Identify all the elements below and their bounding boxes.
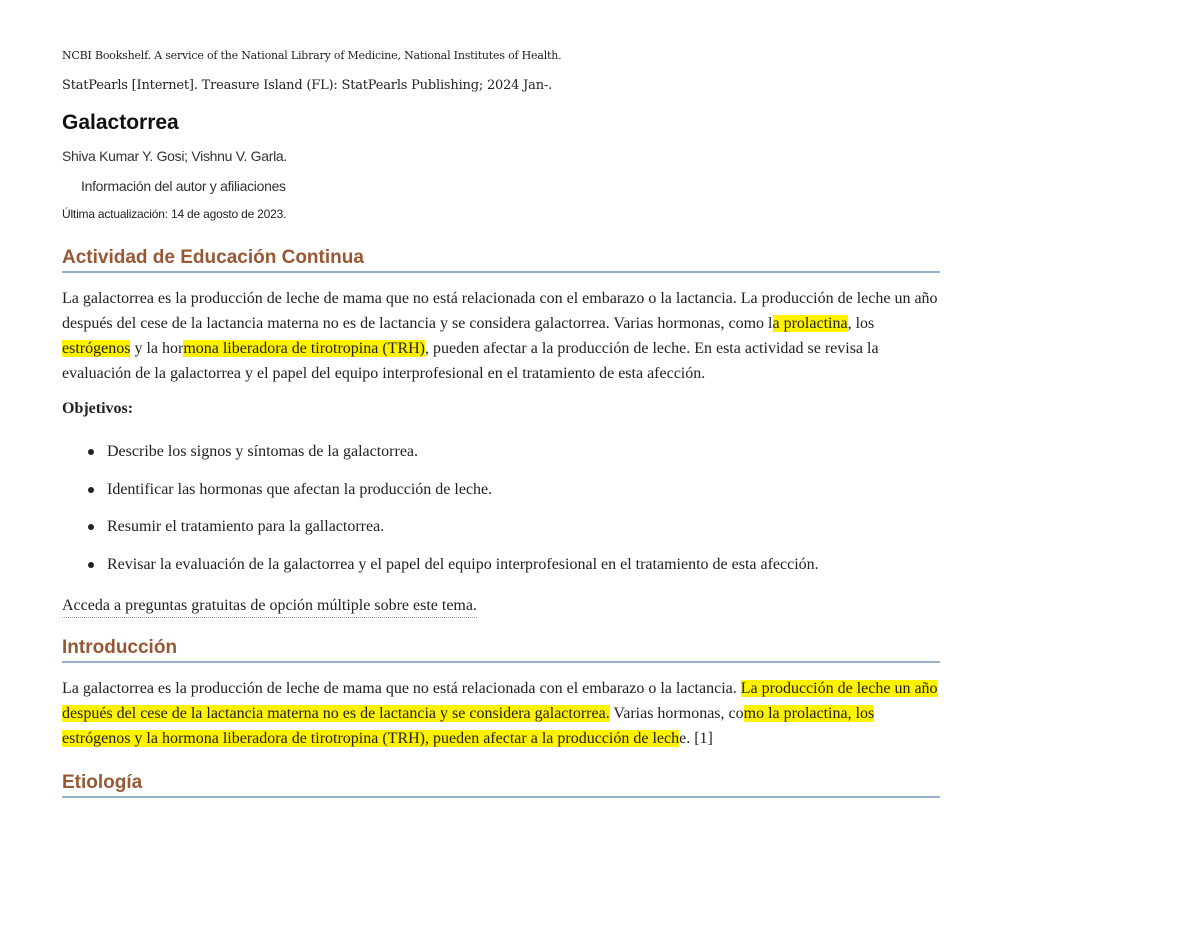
section-heading-etiology: Etiología [62,771,940,798]
text-run: , los [847,315,875,332]
section-heading-introduction: Introducción [62,636,940,663]
page-title: Galactorrea [62,111,179,134]
text-run: y la hor [130,340,184,357]
list-item: Revisar la evaluación de la galactorrea y el papel del equipo interprofesional en el tratamiento de esta afección. [88,554,940,576]
list-item: Identificar las hormonas que afectan la producción de leche. [88,479,940,501]
text-run: Varias hormonas, co [609,705,744,722]
last-update: Última actualización: 14 de agosto de 2023. [62,207,287,221]
highlight: mona liberadora de tirotropina (TRH) [183,340,426,357]
mcq-link[interactable]: Acceda a preguntas gratuitas de opción múltiple sobre este tema. [62,595,477,618]
section-heading-cea: Actividad de Educación Continua [62,246,940,273]
highlight: a prolactina [772,315,848,332]
objectives-list [62,441,940,576]
text-run: e. [1] [679,730,713,747]
text-run: , pueden afectar a la producción de leche. En esta actividad se revisa la evaluación de la galactorrea y el papel del equipo interprofesional en el tratamiento de esta afección. [62,340,879,382]
intro-paragraph [62,676,940,751]
citation: StatPearls [Internet]. Treasure Island (FL): StatPearls Publishing; 2024 Jan-. [62,78,553,93]
cea-paragraph [62,286,940,386]
text-run: La galactorrea es la producción de leche de mama que no está relacionada con el embarazo o la lactancia. La producción de leche un año después del cese de la lactancia materna no es de lactancia y se considera galactorrea. Varias hormonas, como l [62,290,938,332]
highlight: estrógenos [62,340,131,357]
affiliations-toggle[interactable]: Información del autor y afiliaciones [81,178,286,194]
highlight: La producción de leche un año después del cese de la lactancia materna no es de lactancia y se considera galactorrea. [62,680,938,722]
list-item: Describe los signos y síntomas de la galactorrea. [88,441,940,463]
authors: Shiva Kumar Y. Gosi; Vishnu V. Garla. [62,148,287,164]
highlight: mo la prolactina, los estrógenos y la hormona liberadora de tirotropina (TRH), pueden afectar a la producción de lech [62,705,875,747]
objectives-label: Objetivos: [62,400,134,417]
list-item: Resumir el tratamiento para la gallactorrea. [88,516,940,538]
text-run: La galactorrea es la producción de leche de mama que no está relacionada con el embarazo o la lactancia. [62,680,741,697]
ncbi-line: NCBI Bookshelf. A service of the National Library of Medicine, National Institutes of Health. [62,49,562,62]
article-content [62,48,940,798]
